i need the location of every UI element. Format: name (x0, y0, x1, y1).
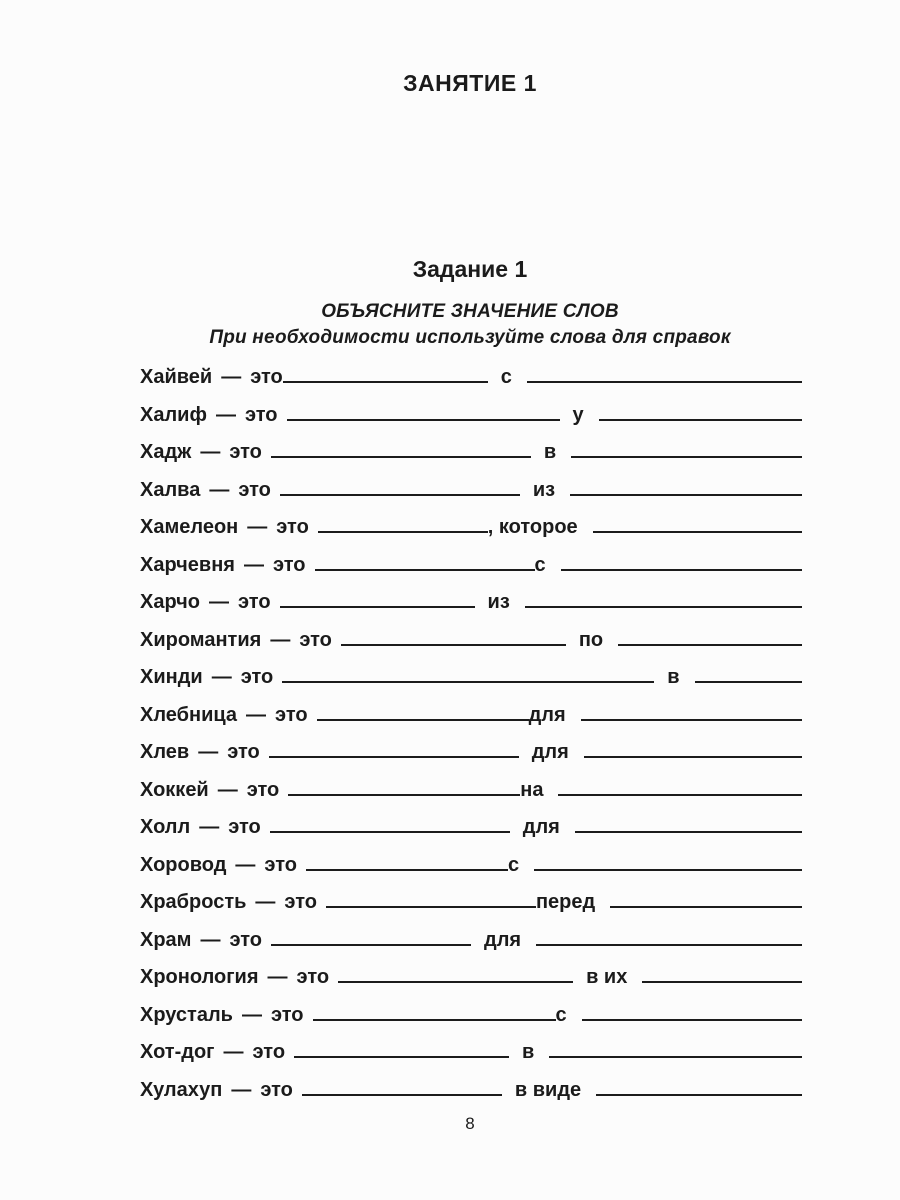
preposition-label: в (543, 441, 557, 463)
preposition-label: для (528, 703, 566, 726)
worksheet-row (140, 509, 802, 547)
worksheet-row (140, 734, 802, 772)
worksheet-row (140, 547, 802, 585)
copula-word: это (250, 366, 283, 388)
worksheet-row (140, 697, 802, 735)
dash-copula-text (200, 434, 262, 472)
copula-word: это (252, 1041, 286, 1063)
task-title: Задание 1 (412, 256, 528, 282)
fill-blank-2 (596, 1076, 802, 1096)
fill-blank-2 (582, 1001, 802, 1021)
dash-copula-text (216, 397, 278, 435)
fill-blank-1 (287, 401, 560, 421)
worksheet-row (140, 809, 802, 847)
em-dash: — (243, 553, 264, 576)
fill-blank-1 (280, 588, 475, 608)
worksheet-row (140, 397, 802, 435)
preposition-label: у (572, 403, 584, 426)
preposition-label: , которое (487, 516, 578, 538)
fill-blank-2 (618, 626, 802, 646)
fill-blank-2 (575, 813, 802, 833)
fill-blank-2 (536, 926, 802, 946)
term-label: Холл (140, 816, 191, 838)
em-dash: — (267, 966, 288, 988)
copula-word: это (227, 741, 260, 763)
fill-blank-1 (282, 663, 654, 683)
fill-blank-1 (313, 1001, 556, 1021)
term-label: Харчевня (140, 553, 235, 576)
copula-word: это (276, 516, 309, 538)
fill-blank-2 (581, 701, 802, 721)
worksheet-row (140, 622, 802, 660)
fill-blank-2 (695, 663, 802, 683)
worksheet-row (140, 472, 802, 510)
copula-word: это (296, 966, 330, 988)
dash-copula-text (242, 997, 304, 1035)
copula-word: это (238, 478, 271, 501)
fill-blank-1 (271, 438, 531, 458)
dash-copula-text (209, 584, 271, 622)
copula-word: это (260, 1078, 293, 1101)
copula-word: это (228, 816, 261, 838)
copula-word: это (275, 703, 308, 726)
term-label: Хайвей (140, 366, 213, 388)
fill-blank-1 (306, 851, 508, 871)
em-dash: — (247, 516, 268, 538)
dash-copula-text (218, 772, 280, 810)
dash-copula-text (246, 697, 308, 735)
dash-copula-text (224, 1034, 286, 1072)
term-label: Хинди (140, 666, 203, 688)
term-label: Харчо (140, 591, 201, 613)
term-label: Халва (140, 478, 201, 501)
preposition-label: на (520, 778, 544, 801)
em-dash: — (270, 628, 291, 651)
copula-word: это (229, 928, 263, 951)
fill-blank-2 (527, 363, 802, 383)
em-dash: — (200, 441, 221, 463)
em-dash: — (221, 366, 242, 388)
fill-blank-1 (288, 776, 520, 796)
copula-word: это (264, 853, 297, 876)
em-dash: — (223, 1041, 244, 1063)
term-label: Хоккей (140, 778, 209, 801)
dash-copula-text (221, 359, 283, 397)
fill-blank-2 (610, 888, 802, 908)
preposition-label: в их (586, 966, 628, 988)
em-dash: — (199, 816, 220, 838)
copula-word: это (229, 441, 262, 463)
preposition-label: в (522, 1041, 535, 1063)
term-label: Хлебница (140, 703, 238, 726)
preposition-label: перед (535, 891, 596, 913)
dash-copula-text (255, 884, 317, 922)
copula-word: это (272, 553, 306, 576)
preposition-label: с (507, 853, 520, 876)
fill-blank-2 (561, 551, 802, 571)
worksheet-list (140, 359, 802, 1109)
copula-word: это (299, 628, 332, 651)
fill-blank-2 (593, 513, 802, 533)
fill-blank-1 (283, 363, 488, 383)
dash-copula-text (199, 809, 261, 847)
fill-blank-1 (270, 813, 510, 833)
fill-blank-2 (642, 963, 802, 983)
term-label: Храм (140, 928, 192, 951)
dash-copula-text (244, 547, 306, 585)
fill-blank-2 (584, 738, 802, 758)
fill-blank-1 (280, 476, 520, 496)
worksheet-row (140, 997, 802, 1035)
em-dash: — (200, 928, 221, 951)
em-dash: — (209, 478, 230, 501)
dash-copula-text (209, 472, 271, 510)
preposition-label: с (534, 553, 546, 576)
preposition-label: по (578, 628, 604, 651)
term-label: Хлев (140, 741, 190, 763)
fill-blank-1 (341, 626, 566, 646)
fill-blank-2 (549, 1038, 802, 1058)
term-label: Хамелеон (140, 516, 239, 538)
fill-blank-1 (271, 926, 471, 946)
em-dash: — (241, 1003, 262, 1026)
page-number: 8 (465, 1114, 475, 1133)
em-dash: — (231, 1078, 252, 1101)
copula-word: это (270, 1003, 304, 1026)
fill-blank-2 (570, 476, 802, 496)
preposition-label: с (555, 1003, 567, 1026)
worksheet-row (140, 659, 802, 697)
fill-blank-1 (326, 888, 536, 908)
fill-blank-2 (525, 588, 802, 608)
worksheet-row (140, 884, 802, 922)
dash-copula-text (212, 659, 274, 697)
term-label: Хулахуп (140, 1078, 223, 1101)
fill-blank-2 (558, 776, 802, 796)
term-label: Хот-дог (140, 1041, 215, 1063)
worksheet-row (140, 434, 802, 472)
dash-copula-text (270, 622, 332, 660)
dash-copula-text (231, 1072, 293, 1110)
dash-copula-text (200, 922, 262, 960)
term-label: Хиромантия (140, 628, 262, 651)
fill-blank-1 (318, 513, 488, 533)
term-label: Храбрость (140, 891, 247, 913)
preposition-label: из (487, 591, 510, 613)
term-label: Хоровод (140, 853, 227, 876)
instruction-line-2: При необходимости используйте слова для справок (209, 327, 731, 348)
worksheet-row (140, 772, 802, 810)
worksheet-row (140, 847, 802, 885)
worksheet-row (140, 1072, 802, 1110)
worksheet-row (140, 359, 802, 397)
em-dash: — (246, 703, 267, 726)
em-dash: — (198, 741, 219, 763)
em-dash: — (215, 403, 236, 426)
em-dash: — (217, 778, 238, 801)
copula-word: это (244, 403, 278, 426)
preposition-label: для (522, 816, 560, 838)
preposition-label: для (484, 928, 522, 951)
em-dash: — (255, 891, 276, 913)
copula-word: это (240, 666, 274, 688)
em-dash: — (211, 666, 232, 688)
term-label: Хронология (140, 966, 259, 988)
preposition-label: в (667, 666, 680, 688)
fill-blank-2 (534, 851, 802, 871)
worksheet-row (140, 1034, 802, 1072)
dash-copula-text (268, 959, 330, 997)
preposition-label: из (532, 478, 556, 501)
worksheet-row (140, 959, 802, 997)
lesson-title: ЗАНЯТИЕ 1 (403, 70, 537, 96)
fill-blank-1 (294, 1038, 509, 1058)
copula-word: это (284, 891, 317, 913)
copula-word: это (238, 591, 271, 613)
fill-blank-2 (599, 401, 802, 421)
copula-word: это (246, 778, 280, 801)
dash-copula-text (198, 734, 260, 772)
preposition-label: с (500, 366, 512, 388)
em-dash: — (235, 853, 256, 876)
worksheet-row (140, 922, 802, 960)
worksheet-row (140, 584, 802, 622)
instruction-line-1: ОБЪЯСНИТЕ ЗНАЧЕНИЕ СЛОВ (321, 301, 619, 322)
fill-blank-2 (571, 438, 802, 458)
dash-copula-text (235, 847, 297, 885)
fill-blank-1 (302, 1076, 502, 1096)
term-label: Хадж (140, 441, 192, 463)
fill-blank-1 (338, 963, 573, 983)
em-dash: — (209, 591, 230, 613)
instructions (130, 299, 810, 351)
fill-blank-1 (317, 701, 529, 721)
fill-blank-1 (315, 551, 535, 571)
dash-copula-text (247, 509, 309, 547)
preposition-label: в виде (514, 1078, 582, 1101)
term-label: Халиф (140, 403, 207, 426)
term-label: Хрусталь (140, 1003, 233, 1026)
fill-blank-1 (269, 738, 519, 758)
preposition-label: для (531, 741, 569, 763)
